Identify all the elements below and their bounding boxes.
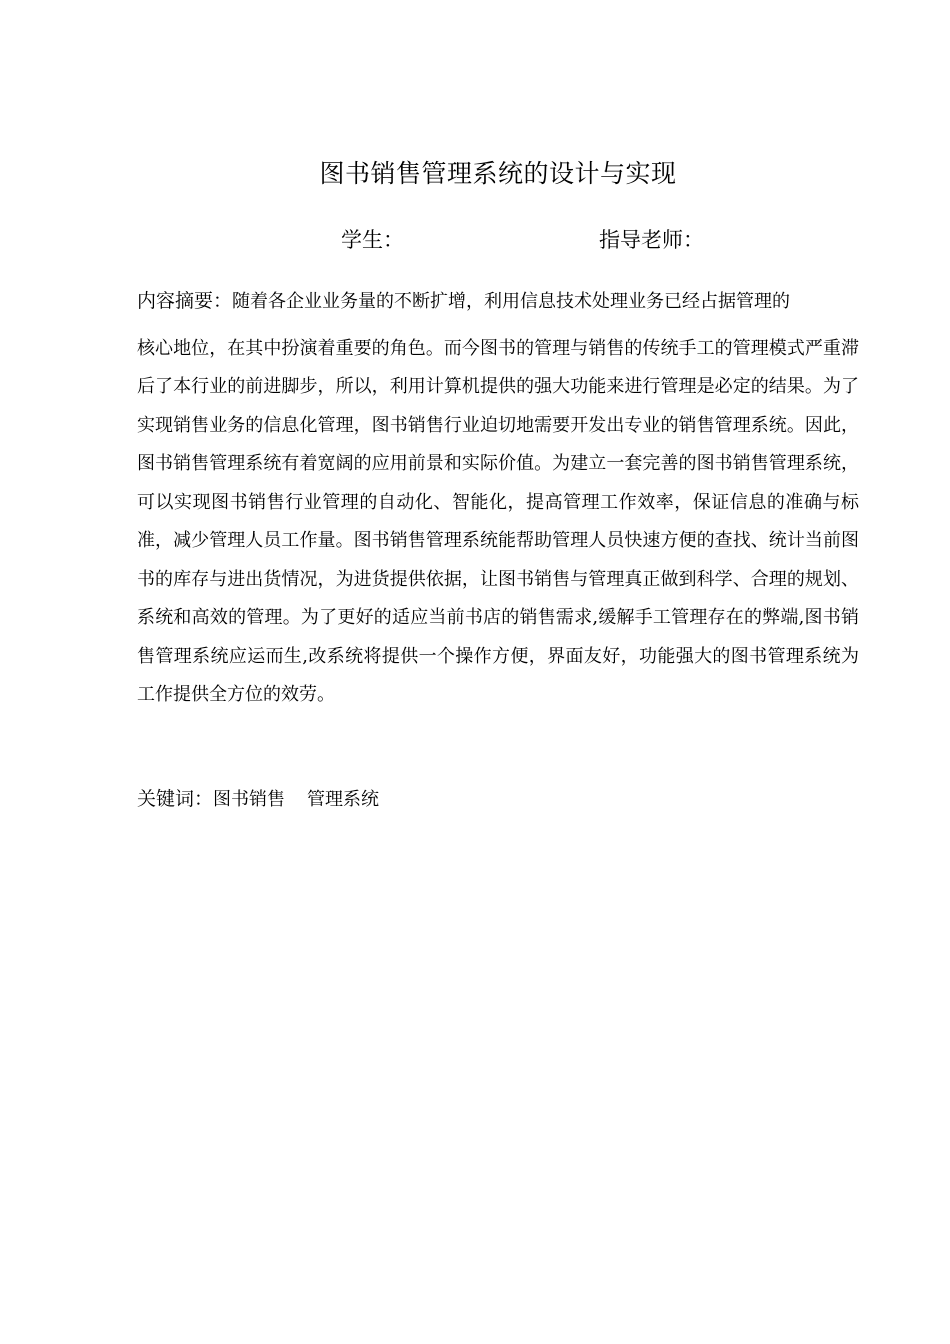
abstract-paragraph <box>137 282 859 715</box>
student-label: 学生： <box>341 228 404 252</box>
abstract-first-line-text: 随着各企业业务量的不断扩增，利用信息技术处理业务已经占据管理的 <box>232 291 791 312</box>
abstract-body: 核心地位，在其中扮演着重要的角色。而今图书的管理与销售的传统手工的管理模式严重滞后了本行业的前进脚步，所以，利用计算机提供的强大功能来进行管理是必定的结果。为了实现销售业务的信息化管理，图书销售行业迫切地需要开发出专业的销售管理系统。因此，图书销售管理系统有着宽阔的应用前景和实际价值。为建立一套完善的图书销售管理系统，可以实现图书销售行业管理的自动化、智能化，提高管理工作效率，保证信息的准确与标准，减少管理人员工作量。图书销售管理系统能帮助管理人员快速方便的查找、统计当前图书的库存与进出货情况，为进货提供依据，让图书销售与管理真正做到科学、合理的规划、系统和高效的管理。为了更好的适应当前书店的销售需求,缓解手工管理存在的弊端,图书销售管理系统应运而生,改系统将提供一个操作方便，界面友好，功能强大的图书管理系统为工作提供全方位的效劳。 <box>137 337 859 705</box>
page-title: 图书销售管理系统的设计与实现 <box>319 159 677 188</box>
keyword-item: 图书销售 <box>213 789 286 810</box>
keywords-label: 关键词： <box>137 788 214 810</box>
abstract-first-line <box>137 282 859 322</box>
abstract-label: 内容摘要： <box>137 290 233 312</box>
keyword-item: 管理系统 <box>307 789 380 810</box>
keywords-line <box>137 780 379 819</box>
author-line <box>0 222 950 258</box>
advisor-label: 指导老师： <box>599 228 704 252</box>
